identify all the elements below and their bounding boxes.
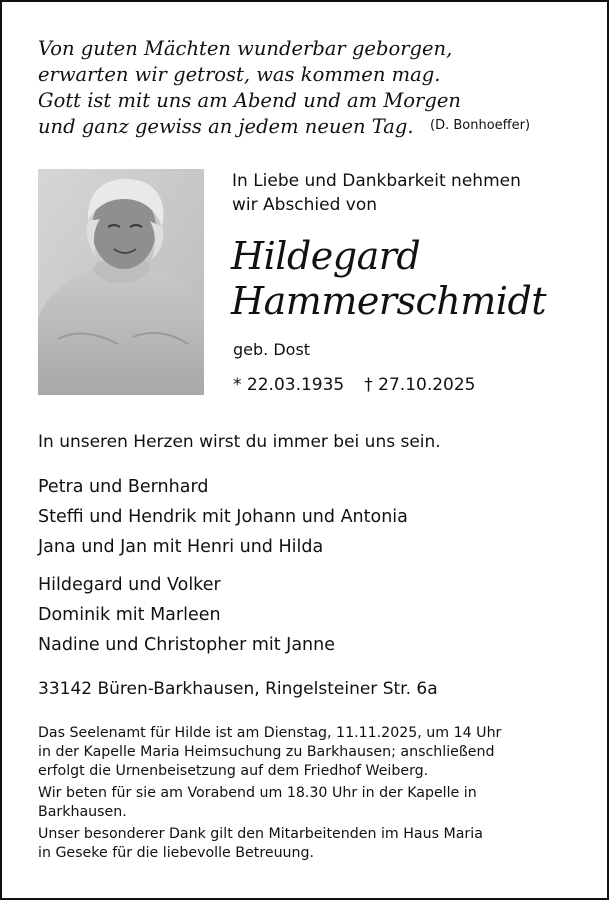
maiden-name: geb. Dost: [233, 340, 311, 359]
mourners-list: [38, 472, 408, 668]
intro-text: [232, 169, 521, 217]
intro-line: In Liebe und Dankbarkeit nehmen: [232, 171, 521, 191]
mourner-line: Hildegard und Volker: [38, 575, 221, 595]
note-paragraph: [38, 825, 598, 863]
mourner-group: [38, 472, 408, 562]
deceased-name: [231, 234, 546, 324]
last-name: Hammerschmidt: [231, 279, 547, 323]
motto-line: In unseren Herzen wirst du immer bei uns sein.: [38, 432, 441, 452]
service-notes: [38, 724, 598, 866]
quote-line: Gott ist mit uns am Abend und am Morgen: [38, 89, 461, 112]
mourner-line: Steffi und Hendrik mit Johann und Antonia: [38, 507, 408, 527]
quote-line: und ganz gewiss an jedem neuen Tag.: [38, 115, 414, 138]
note-paragraph: [38, 784, 598, 822]
portrait-photo: [38, 169, 204, 395]
quote-line: erwarten wir getrost, was kommen mag.: [38, 63, 441, 86]
first-name: Hildegard: [231, 234, 421, 278]
death-date: † 27.10.2025: [364, 375, 476, 395]
mourner-line: Dominik mit Marleen: [38, 605, 221, 625]
note-line: in Geseke für die liebevolle Betreuung.: [38, 845, 315, 861]
address-line: 33142 Büren-Barkhausen, Ringelsteiner Str. 6a: [38, 679, 438, 699]
note-line: Wir beten für sie am Vorabend um 18.30 Uhr in der Kapelle in: [38, 785, 477, 801]
mourner-line: Jana und Jan mit Henri und Hilda: [38, 537, 324, 557]
note-line: Das Seelenamt für Hilde ist am Dienstag, 11.11.2025, um 14 Uhr: [38, 725, 502, 741]
note-paragraph: [38, 724, 598, 781]
life-dates: [233, 375, 476, 395]
intro-line: wir Abschied von: [232, 195, 378, 215]
quote-author: (D. Bonhoeffer): [430, 118, 531, 133]
mourner-line: Nadine und Christopher mit Janne: [38, 635, 336, 655]
note-line: in der Kapelle Maria Heimsuchung zu Barkhausen; anschließend: [38, 744, 495, 760]
quote-line: Von guten Mächten wunderbar geborgen,: [38, 37, 453, 60]
birth-date: * 22.03.1935: [233, 375, 345, 395]
note-line: Unser besonderer Dank gilt den Mitarbeitenden im Haus Maria: [38, 826, 483, 842]
note-line: Barkhausen.: [38, 804, 127, 820]
mourner-group: [38, 570, 408, 660]
mourner-line: Petra und Bernhard: [38, 477, 209, 497]
note-line: erfolgt die Urnenbeisetzung auf dem Friedhof Weiberg.: [38, 763, 429, 779]
